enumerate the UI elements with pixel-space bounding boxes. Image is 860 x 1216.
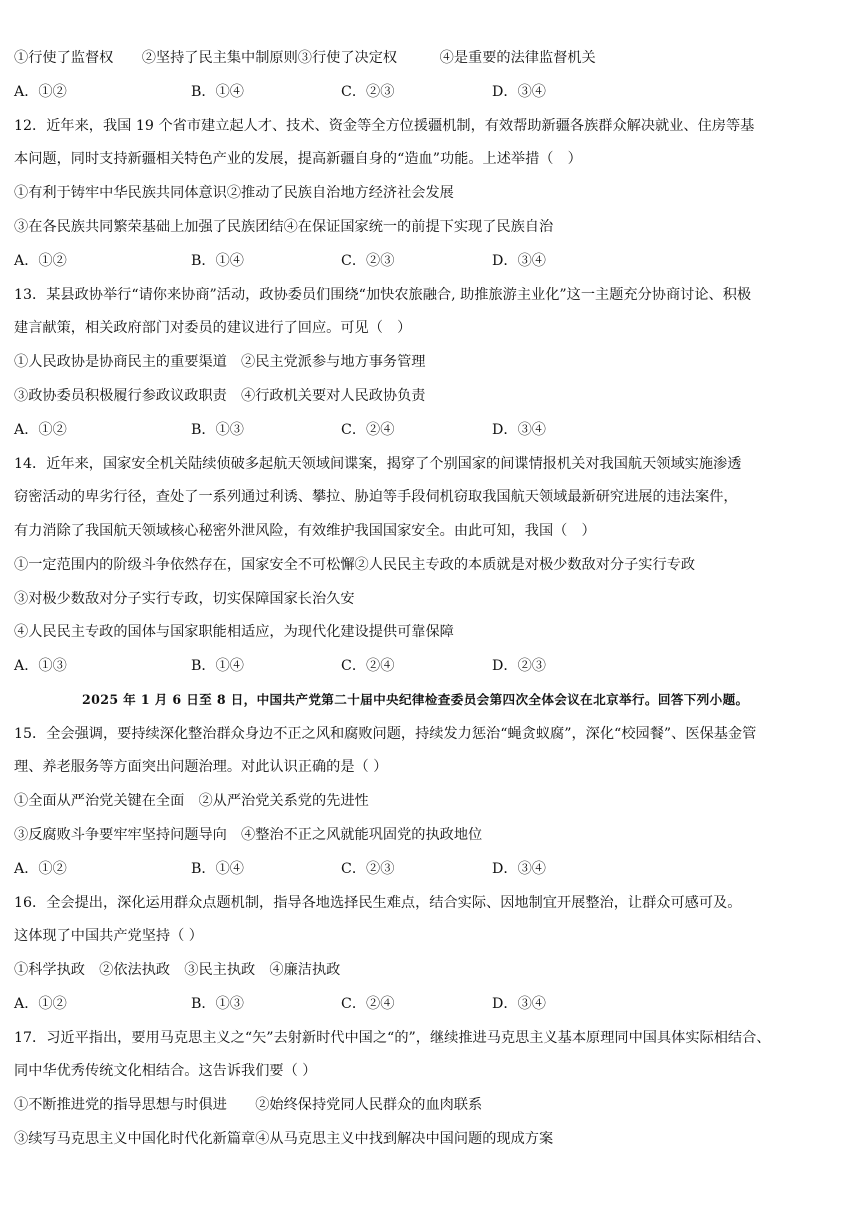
q15-stem-line1: 15．全会强调，要持续深化整治群众身边不正之风和腐败问题，持续发力惩治“蝇贪蚁腐”，深化“校园餐”、医保基金管 xyxy=(14,726,757,742)
q14-statements-3: ④人民民主专政的国体与国家职能相适应，为现代化建设提供可靠保障 xyxy=(14,624,454,640)
q17-statements-1: ①不断推进党的指导思想与时俱进 ②始终保持党同人民群众的血肉联系 xyxy=(14,1097,483,1113)
q16-option-d[interactable]: D．③④ xyxy=(492,996,546,1012)
q11-statements: ①行使了监督权 ②坚持了民主集中制原则③行使了决定权 ④是重要的法律监督机关 xyxy=(14,50,596,66)
q11-option-d[interactable]: D．③④ xyxy=(492,84,546,100)
q14-options xyxy=(14,656,714,676)
q12-options xyxy=(14,251,714,271)
q11-options xyxy=(14,82,714,102)
q14-option-b[interactable]: B．①④ xyxy=(191,658,244,674)
q16-options xyxy=(14,994,714,1014)
q12-stem-line1: 12．近年来，我国 19 个省市建立起人才、技术、资金等全方位援疆机制，有效帮助新疆各族群众解决就业、住房等基 xyxy=(14,118,755,134)
q16-stem-line1: 16．全会提出，深化运用群众点题机制，指导各地选择民生难点，结合实际、因地制宜开展整治，让群众可感可及。 xyxy=(14,895,742,911)
q12-option-a[interactable]: A．①② xyxy=(14,253,67,269)
q13-option-d[interactable]: D．③④ xyxy=(492,422,546,438)
q15-options xyxy=(14,859,714,879)
q13-stem-line2: 建言献策，相关政府部门对委员的建议进行了回应。可见（ ） xyxy=(14,320,412,336)
q17-stem-line1: 17．习近平指出，要用马克思主义之“矢”去射新时代中国之“的”，继续推进马克思主义基本原理同中国具体实际相结合、 xyxy=(14,1030,771,1046)
q12-statements-1: ①有利于铸牢中华民族共同体意识②推动了民族自治地方经济社会发展 xyxy=(14,185,454,201)
q12-statements-2: ③在各民族共同繁荣基础上加强了民族团结④在保证国家统一的前提下实现了民族自治 xyxy=(14,219,554,235)
q16-option-a[interactable]: A．①② xyxy=(14,996,67,1012)
q16-option-b[interactable]: B．①③ xyxy=(191,996,244,1012)
q13-statements-1: ①人民政协是协商民主的重要渠道 ②民主党派参与地方事务管理 xyxy=(14,354,426,370)
q15-option-c[interactable]: C．②③ xyxy=(341,861,395,877)
q13-option-b[interactable]: B．①③ xyxy=(191,422,244,438)
q13-options xyxy=(14,420,714,440)
q11-option-c[interactable]: C．②③ xyxy=(341,84,395,100)
q12-stem-line2: 本问题，同时支持新疆相关特色产业的发展，提高新疆自身的“造血”功能。上述举措（ ） xyxy=(14,151,582,167)
q15-statements-1: ①全面从严治党关键在全面 ②从严治党关系党的先进性 xyxy=(14,793,369,809)
q14-option-d[interactable]: D．②③ xyxy=(492,658,546,674)
q12-option-d[interactable]: D．③④ xyxy=(492,253,546,269)
q15-stem-line2: 理、养老服务等方面突出问题治理。对此认识正确的是（ ） xyxy=(14,759,388,775)
q14-statements-1: ①一定范围内的阶级斗争依然存在，国家安全不可松懈②人民民主专政的本质就是对极少数敌对分子实行专政 xyxy=(14,557,696,573)
q11-option-a[interactable]: A．①② xyxy=(14,84,67,100)
q11-option-b[interactable]: B．①④ xyxy=(191,84,244,100)
q14-stem-line3: 有力消除了我国航天领域核心秘密外泄风险，有效维护我国国家安全。由此可知，我国（ ） xyxy=(14,523,596,539)
q13-option-a[interactable]: A．①② xyxy=(14,422,67,438)
q17-stem-line2: 同中华优秀传统文化相结合。这告诉我们要（ ） xyxy=(14,1063,317,1079)
q15-option-d[interactable]: D．③④ xyxy=(492,861,546,877)
q12-option-b[interactable]: B．①④ xyxy=(191,253,244,269)
q16-stem-line2: 这体现了中国共产党坚持（ ） xyxy=(14,928,203,944)
q15-option-a[interactable]: A．①② xyxy=(14,861,67,877)
q14-stem-line1: 14．近年来，国家安全机关陆续侦破多起航天领域间谍案，揭穿了个别国家的间谍情报机关对我国航天领域实施渗透 xyxy=(14,456,742,472)
q13-stem-line1: 13．某县政协举行“请你来协商”活动，政协委员们围绕“加快农旅融合, 助推旅游主业化”这一主题充分协商讨论、积极 xyxy=(14,287,752,303)
q16-statements: ①科学执政 ②依法执政 ③民主执政 ④廉洁执政 xyxy=(14,962,341,978)
q14-stem-line2: 窃密活动的卑劣行径，查处了一系列通过利诱、攀拉、胁迫等手段伺机窃取我国航天领域最新研究进展的违法案件， xyxy=(14,489,738,505)
q12-option-c[interactable]: C．②③ xyxy=(341,253,395,269)
q15-option-b[interactable]: B．①④ xyxy=(191,861,244,877)
q17-statements-2: ③续写马克思主义中国化时代化新篇章④从马克思主义中找到解决中国问题的现成方案 xyxy=(14,1131,554,1147)
q13-statements-2: ③政协委员积极履行参政议政职责 ④行政机关要对人民政协负责 xyxy=(14,388,426,404)
q16-option-c[interactable]: C．②④ xyxy=(341,996,395,1012)
passage-intro: 2025 年 1 月 6 日至 8 日，中国共产党第二十届中央纪律检查委员会第四次全体会议在北京举行。回答下列小题。 xyxy=(82,692,749,707)
q14-option-c[interactable]: C．②④ xyxy=(341,658,395,674)
q14-option-a[interactable]: A．①③ xyxy=(14,658,67,674)
q14-statements-2: ③对极少数敌对分子实行专政，切实保障国家长治久安 xyxy=(14,591,355,607)
q13-option-c[interactable]: C．②④ xyxy=(341,422,395,438)
q15-statements-2: ③反腐败斗争要牢牢坚持问题导向 ④整治不正之风就能巩固党的执政地位 xyxy=(14,827,483,843)
